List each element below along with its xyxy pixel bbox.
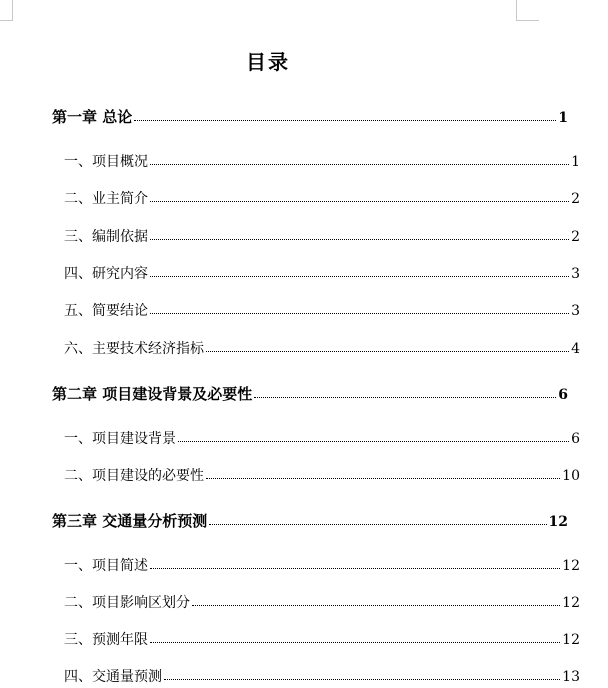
toc-entry-label: 二、业主简介 (64, 191, 148, 207)
toc-page-number: 13 (562, 669, 580, 685)
toc-page-number: 12 (548, 514, 568, 530)
toc-section-1-2[interactable] (0, 188, 580, 208)
toc-section-3-2[interactable] (0, 592, 580, 612)
toc-entry-label: 五、简要结论 (64, 303, 148, 319)
toc-entry-label: 第一章 总论 (52, 108, 133, 126)
toc-entry-label: 六、主要技术经济指标 (64, 341, 204, 357)
toc-section-2-1[interactable] (0, 428, 580, 448)
toc-entry-label: 三、预测年限 (64, 632, 148, 648)
toc-page-number: 3 (571, 303, 580, 319)
toc-page-number: 12 (562, 595, 580, 611)
toc-dot-leader (150, 276, 569, 277)
toc-page-number: 10 (562, 468, 580, 484)
toc-dot-leader (178, 441, 569, 442)
page-corner-mark-right (516, 0, 539, 21)
toc-chapter-3[interactable] (0, 510, 568, 531)
toc-page-number: 1 (571, 154, 580, 170)
toc-page-number: 1 (558, 110, 568, 126)
toc-dot-leader (206, 478, 560, 479)
toc-dot-leader (254, 397, 556, 398)
toc-section-1-4[interactable] (0, 263, 580, 283)
toc-dot-leader (150, 568, 560, 569)
toc-entry-label: 四、研究内容 (64, 266, 148, 282)
toc-page-number: 3 (571, 266, 580, 282)
toc-section-2-2[interactable] (0, 465, 580, 485)
toc-section-1-3[interactable] (0, 226, 580, 246)
toc-section-1-5[interactable] (0, 300, 580, 320)
toc-dot-leader (150, 201, 569, 202)
toc-chapter-2[interactable] (0, 383, 568, 404)
toc-dot-leader (164, 679, 560, 680)
toc-dot-leader (206, 351, 569, 352)
toc-title: 目录 (246, 50, 290, 74)
toc-page-number: 6 (571, 431, 580, 447)
toc-entry-label: 四、交通量预测 (64, 669, 162, 685)
toc-page-number: 6 (558, 387, 568, 403)
toc-section-3-3[interactable] (0, 629, 580, 649)
toc-entry-label: 二、项目建设的必要性 (64, 468, 204, 484)
toc-entry-label: 一、项目简述 (64, 558, 148, 574)
toc-chapter-1[interactable] (0, 106, 568, 127)
toc-entry-label: 一、项目概况 (64, 154, 148, 170)
toc-page-number: 2 (571, 229, 580, 245)
toc-entry-label: 二、项目影响区划分 (64, 595, 190, 611)
page-corner-mark-left (0, 0, 13, 21)
toc-dot-leader (150, 642, 560, 643)
toc-page-number: 2 (571, 191, 580, 207)
toc-dot-leader (209, 524, 546, 525)
toc-entry-label: 三、编制依据 (64, 229, 148, 245)
toc-dot-leader (150, 313, 569, 314)
toc-dot-leader (150, 164, 569, 165)
toc-entry-label: 第二章 项目建设背景及必要性 (52, 385, 253, 403)
toc-section-1-1[interactable] (0, 151, 580, 171)
toc-section-1-6[interactable] (0, 338, 580, 358)
toc-section-3-1[interactable] (0, 555, 580, 575)
toc-dot-leader (150, 239, 569, 240)
toc-page-number: 12 (562, 632, 580, 648)
toc-entry-label: 一、项目建设背景 (64, 431, 176, 447)
toc-entry-label: 第三章 交通量分析预测 (52, 512, 208, 530)
toc-section-3-4[interactable] (0, 666, 580, 686)
toc-dot-leader (192, 605, 560, 606)
toc-page-number: 4 (571, 341, 580, 357)
toc-dot-leader (134, 120, 556, 121)
toc-page-number: 12 (562, 558, 580, 574)
